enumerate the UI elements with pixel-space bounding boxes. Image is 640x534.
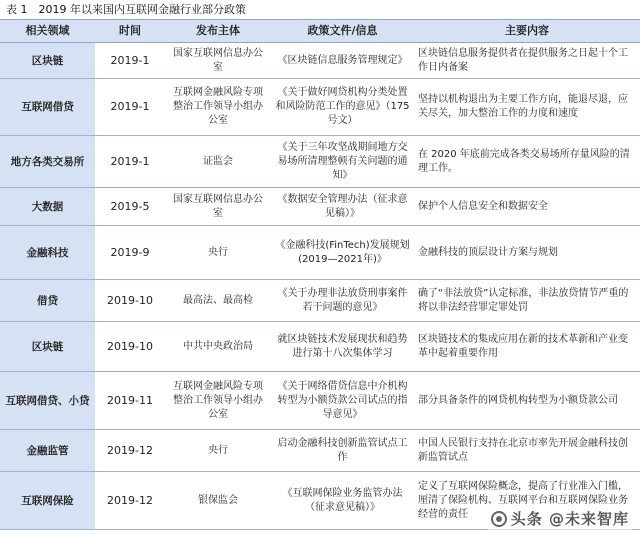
row-time: 2019-12	[95, 430, 165, 472]
table-row	[0, 322, 640, 372]
row-content: 在 2020 年底前完成各类交易场所存量风险的清理工作。	[414, 136, 640, 188]
row-content: 确了“非法放贷”认定标准，非法放贷情节严重的将以非法经营罪定罪处罚	[414, 280, 640, 322]
table-row	[0, 136, 640, 188]
row-content: 区块链信息服务提供者在提供服务之日起十个工作日内备案	[414, 43, 640, 79]
row-time: 2019-10	[95, 322, 165, 372]
watermark-text: 头条 @未来智库	[510, 510, 629, 528]
toutiao-logo-icon	[491, 511, 507, 527]
row-issuer: 最高法、最高检	[165, 280, 271, 322]
row-document: 《关于做好网贷机构分类处置和风险防范工作的意见》（175 号文）	[271, 79, 414, 136]
policy-table	[0, 19, 640, 530]
row-document: 《互联网保险业务监管办法（征求意见稿）》	[271, 472, 414, 530]
row-field: 金融监管	[0, 430, 95, 472]
table-row	[0, 372, 640, 430]
table-row	[0, 430, 640, 472]
row-time: 2019-11	[95, 372, 165, 430]
table-row	[0, 280, 640, 322]
row-document: 《数据安全管理办法（征求意见稿）》	[271, 188, 414, 226]
row-issuer: 互联网金融风险专项整治工作领导小组办公室	[165, 79, 271, 136]
row-time: 2019-9	[95, 226, 165, 280]
row-time: 2019-1	[95, 79, 165, 136]
row-content: 坚持以机构退出为主要工作方向，能退尽退，应关尽关，加大整治工作的力度和速度	[414, 79, 640, 136]
row-field: 金融科技	[0, 226, 95, 280]
header-field: 相关领域	[0, 20, 95, 43]
header-content: 主要内容	[414, 20, 640, 43]
row-issuer: 央行	[165, 430, 271, 472]
watermark	[488, 507, 632, 530]
row-time: 2019-5	[95, 188, 165, 226]
table-header-row	[0, 20, 640, 43]
table-row	[0, 226, 640, 280]
row-document: 《关于办理非法放贷刑事案件若干问题的意见》	[271, 280, 414, 322]
row-document: 《关于三年攻坚战期间地方交易场所清理整顿有关问题的通知》	[271, 136, 414, 188]
header-issuer: 发布主体	[165, 20, 271, 43]
row-field: 借贷	[0, 280, 95, 322]
row-document: 启动金融科技创新监管试点工作	[271, 430, 414, 472]
row-issuer: 证监会	[165, 136, 271, 188]
header-time: 时间	[95, 20, 165, 43]
row-field: 区块链	[0, 322, 95, 372]
row-time: 2019-1	[95, 136, 165, 188]
row-field: 互联网保险	[0, 472, 95, 530]
table-row	[0, 188, 640, 226]
row-field: 大数据	[0, 188, 95, 226]
row-content: 中国人民银行支持在北京市率先开展金融科技创新监管试点	[414, 430, 640, 472]
row-time: 2019-1	[95, 43, 165, 79]
row-document: 《关于网络借贷信息中介机构转型为小额贷款公司试点的指导意见》	[271, 372, 414, 430]
row-field: 区块链	[0, 43, 95, 79]
row-content: 部分具备条件的网贷机构转型为小额贷款公司	[414, 372, 640, 430]
row-document: 就区块链技术发展现状和趋势进行第十八次集体学习	[271, 322, 414, 372]
row-content: 区块链技术的集成应用在新的技术革新和产业变革中起着重要作用	[414, 322, 640, 372]
row-issuer: 国家互联网信息办公室	[165, 43, 271, 79]
row-content: 金融科技的顶层设计方案与规划	[414, 226, 640, 280]
row-issuer: 互联网金融风险专项整治工作领导小组办公室	[165, 372, 271, 430]
row-content: 定义了互联网保险概念，提高了行业准入门槛，厘清了保险机构、互联网平台和互联网保险业务经营的责任	[414, 472, 640, 530]
header-document: 政策文件/信息	[271, 20, 414, 43]
row-issuer: 国家互联网信息办公室	[165, 188, 271, 226]
row-field: 地方各类交易所	[0, 136, 95, 188]
table-row	[0, 43, 640, 79]
row-field: 互联网借贷	[0, 79, 95, 136]
row-time: 2019-10	[95, 280, 165, 322]
row-document: 《金融科技(FinTech)发展规划(2019—2021年)》	[271, 226, 414, 280]
row-content: 保护个人信息安全和数据安全	[414, 188, 640, 226]
row-document: 《区块链信息服务管理规定》	[271, 43, 414, 79]
row-issuer: 中共中央政治局	[165, 322, 271, 372]
table-caption: 表 1 2019 年以来国内互联网金融行业部分政策	[6, 3, 246, 16]
row-time: 2019-12	[95, 472, 165, 530]
row-field: 互联网借贷、小贷	[0, 372, 95, 430]
table-row	[0, 79, 640, 136]
row-issuer: 央行	[165, 226, 271, 280]
row-issuer: 银保监会	[165, 472, 271, 530]
